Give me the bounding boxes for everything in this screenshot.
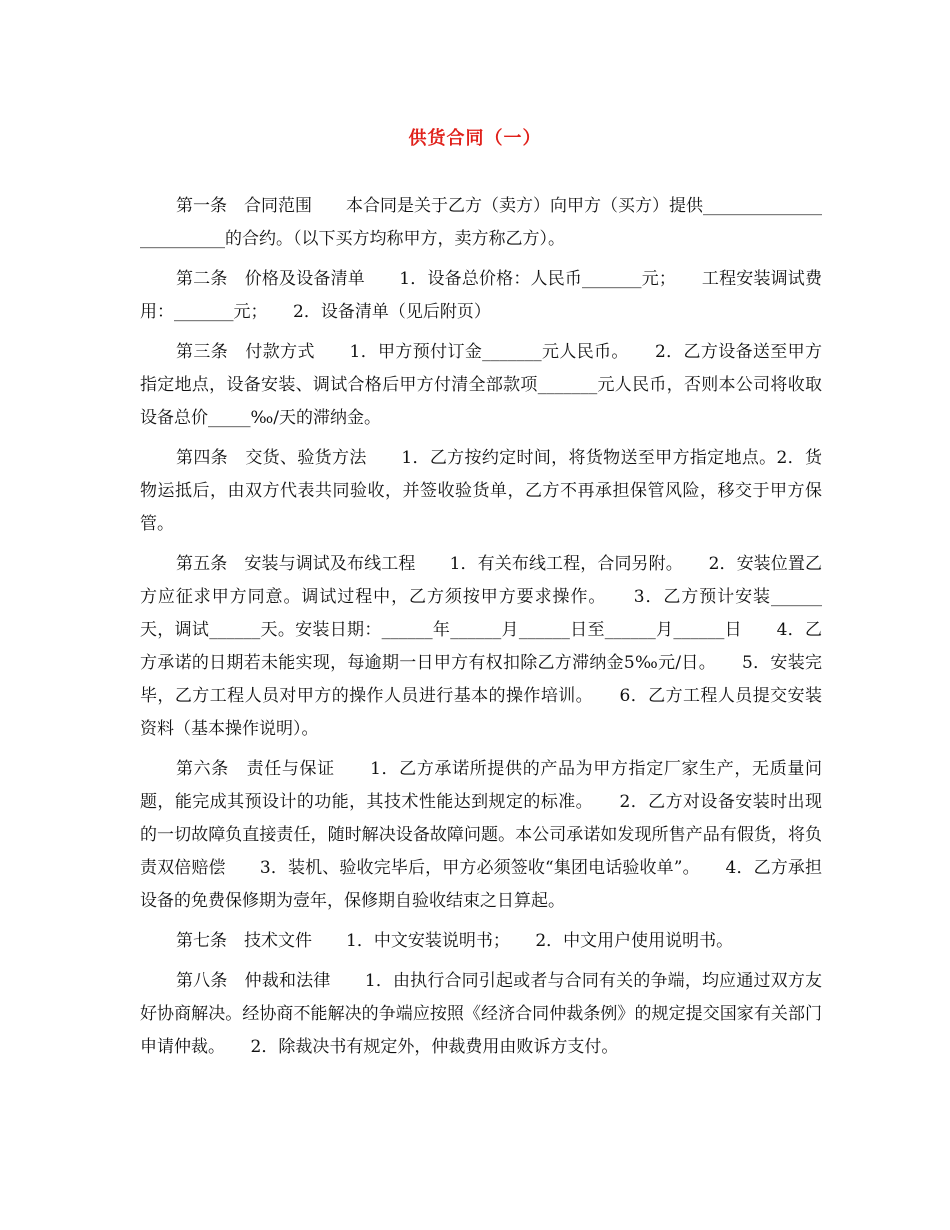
article-8-arbitration: 第八条 仲裁和法律 1．由执行合同引起或者与合同有关的争端，均应通过双方友好协商解决。经协商不能解决的争端应按照《经济合同仲裁条例》的规定提交国家有关部门申请仲裁。 2．除裁决书有规定外，仲裁费用由败诉方支付。	[140, 971, 822, 1057]
article-3-payment: 第三条 付款方式 1．甲方预付订金_______元人民币。 2．乙方设备送至甲方指定地点，设备安装、调试合格后甲方付清全部款项_______元人民币，否则本公司将收取设备总价_____‰/天的滞纳金。	[140, 342, 822, 428]
article-6-warranty: 第六条 责任与保证 1．乙方承诺所提供的产品为甲方指定厂家生产，无质量问题，能完成其预设计的功能，其技术性能达到规定的标准。 2．乙方对设备安装时出现的一切故障负直接责任，随时解决设备故障问题。本公司承诺如发现所售产品有假货，将负责双倍赔偿 3．装机、验收完毕后，甲方必须签收“集团电话验收单”。 4．乙方承担设备的免费保修期为壹年，保修期自验收结束之日算起。	[140, 759, 822, 911]
article-1-scope: 第一条 合同范围 本合同是关于乙方（卖方）向甲方（买方）提供________________________的合约。（以下买方均称甲方，卖方称乙方）。	[140, 196, 822, 249]
document-body	[140, 190, 822, 1071]
article-4-delivery: 第四条 交货、验货方法 1．乙方按约定时间，将货物送至甲方指定地点。2．货物运抵后，由双方代表共同验收，并签收验货单，乙方不再承担保管风险，移交于甲方保管。	[140, 448, 822, 534]
article-2-price-list: 第二条 价格及设备清单 1．设备总价格：人民币_______元； 工程安装调试费用：_______元； 2．设备清单（见后附页）	[140, 269, 822, 322]
article-7-documents: 第七条 技术文件 1．中文安装说明书； 2．中文用户使用说明书。	[176, 931, 734, 951]
article-5-installation: 第五条 安装与调试及布线工程 1．有关布线工程，合同另附。 2．安装位置乙方应征求甲方同意。调试过程中，乙方须按甲方要求操作。 3．乙方预计安装______天，调试______天。安装日期：______年______月______日至______月______日 4．乙方承诺的日期若未能实现，每逾期一日甲方有权扣除乙方滞纳金5‰元/日。 5．安装完毕，乙方工程人员对甲方的操作人员进行基本的操作培训。 6．乙方工程人员提交安装资料（基本操作说明）。	[140, 554, 822, 739]
document-title: 供货合同（一）	[408, 128, 542, 149]
